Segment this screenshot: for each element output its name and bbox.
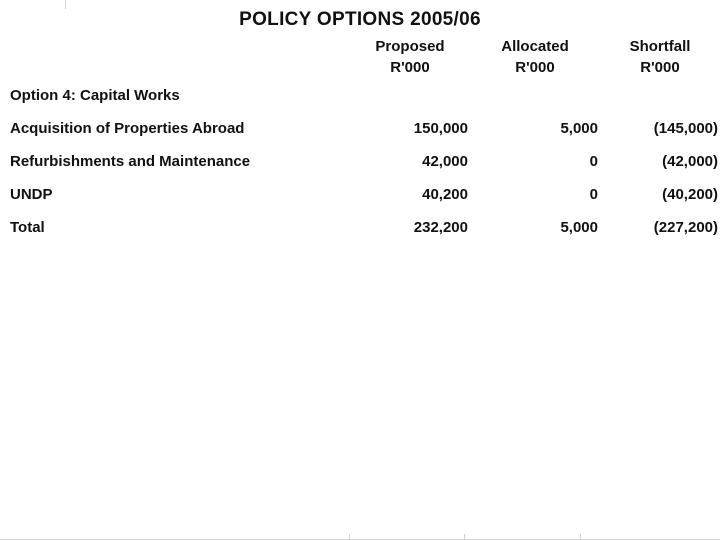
row-label: Acquisition of Properties Abroad [10,120,245,137]
col-header-allocated [470,36,600,78]
border-remnant-top [65,0,66,9]
cell-allocated: 0 [589,186,598,203]
cell-shortfall: (42,000) [662,153,718,170]
row-label: Refurbishments and Maintenance [10,153,251,170]
cell-proposed: 42,000 [422,153,468,170]
cell-shortfall: (227,200) [653,219,718,236]
cell-proposed: 232,200 [413,219,468,236]
border-remnant-tick [349,534,350,540]
cell-proposed: 40,200 [422,186,468,203]
row-label: Total [10,219,45,236]
table-row [0,184,720,205]
border-remnant-tick [580,534,581,540]
col-header-allocated-line2: R'000 [515,59,555,76]
cell-shortfall: (145,000) [653,120,718,137]
col-header-shortfall-line2: R'000 [640,59,680,76]
section-header-row [0,85,720,106]
cell-allocated: 5,000 [560,120,598,137]
cell-allocated: 5,000 [560,219,598,236]
col-header-proposed-line1: Proposed [375,38,445,55]
page-title: POLICY OPTIONS 2005/06 [239,9,481,30]
row-label: UNDP [10,186,53,203]
col-header-allocated-line1: Allocated [501,38,569,55]
col-header-shortfall [600,36,720,78]
cell-allocated: 0 [589,153,598,170]
table-row-total [0,217,720,238]
table-row [0,151,720,172]
col-header-proposed-line2: R'000 [390,59,430,76]
col-header-proposed [350,36,470,78]
column-headers [0,36,720,78]
cell-proposed: 150,000 [413,120,468,137]
border-remnant-tick [464,534,465,540]
table-row [0,118,720,139]
section-header: Option 4: Capital Works [10,87,180,104]
col-header-shortfall-line1: Shortfall [629,38,691,55]
cell-shortfall: (40,200) [662,186,718,203]
